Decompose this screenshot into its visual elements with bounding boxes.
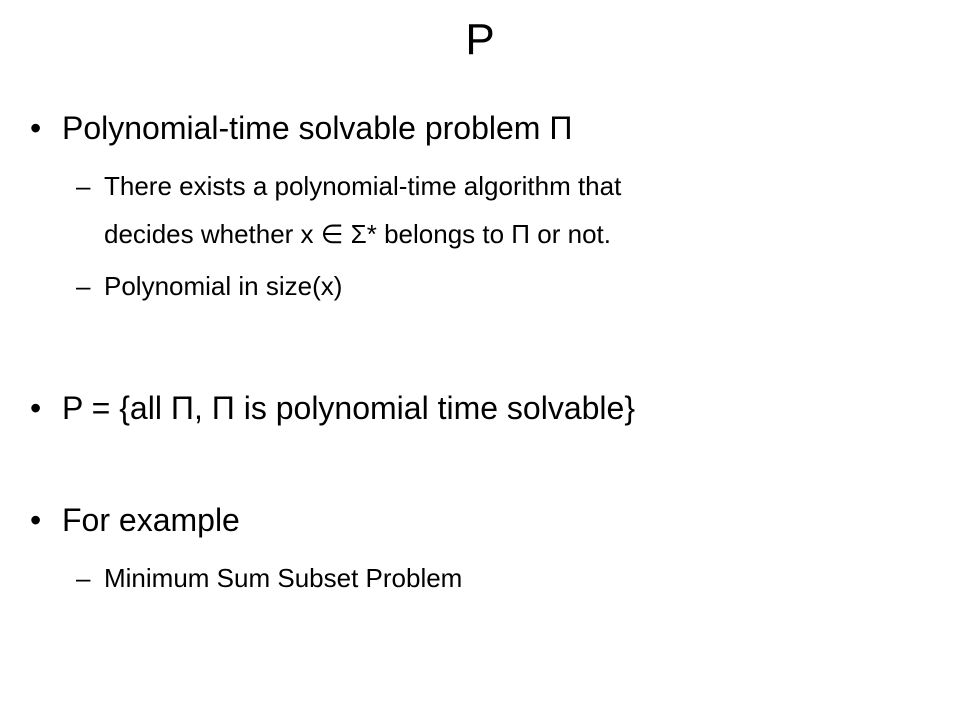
bullet-text: P = {all Π, Π is polynomial time solvable} <box>62 390 636 426</box>
bullet-text: For example <box>62 502 240 538</box>
sub-bullet-text: decides whether x ∈ Σ* belongs to Π or not. <box>104 219 611 249</box>
bullet-mark: • <box>30 110 42 146</box>
sub-bullet-text: There exists a polynomial-time algorithm that <box>104 171 622 201</box>
dash-mark: – <box>76 563 91 593</box>
dash-mark: – <box>76 271 91 301</box>
slide-title: P <box>465 15 495 64</box>
bullet-mark: • <box>30 390 42 426</box>
sub-bullet-text: Polynomial in size(x) <box>104 271 343 301</box>
sub-bullet-text: Minimum Sum Subset Problem <box>104 563 463 593</box>
dash-mark: – <box>76 171 91 201</box>
bullet-mark: • <box>30 502 42 538</box>
bullet-text: Polynomial-time solvable problem Π <box>62 110 573 146</box>
